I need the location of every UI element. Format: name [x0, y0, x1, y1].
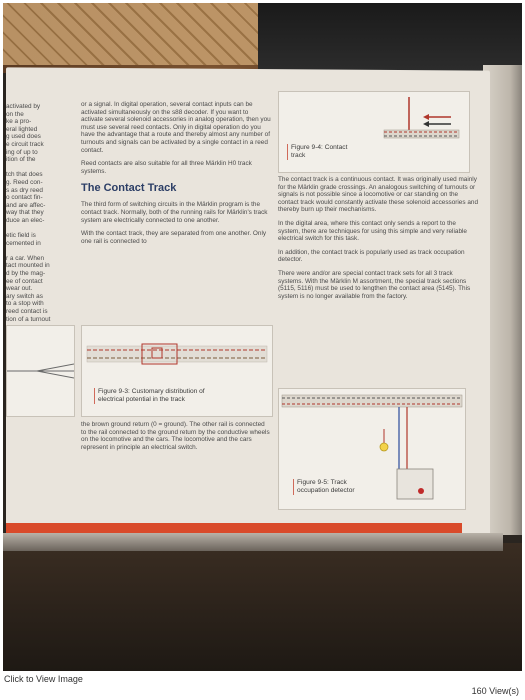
paragraph: In the digital area, where this contact only sends a report to the system, there are techniques for using this simple and very reliable electrical switch for this task. [278, 219, 467, 243]
figure-left-fragment [6, 325, 75, 417]
left-fragment-line: cemented in [6, 239, 41, 247]
contact-track-diagram [279, 92, 469, 172]
left-column-fragment [6, 103, 76, 323]
photo[interactable] [3, 3, 522, 671]
left-fragment-line [6, 225, 76, 233]
left-fragment-line: eral lighted [6, 125, 38, 133]
left-fragment-line: ing of up to [6, 148, 38, 156]
view-count: 160 View(s) [471, 686, 519, 696]
figure-9-4 [278, 91, 470, 173]
left-fragment-line: ary switch as [6, 292, 43, 300]
left-fragment-line: ition of the [6, 156, 36, 164]
section-heading: The Contact Track [81, 182, 177, 195]
dark-background [258, 3, 522, 71]
left-fragment-line [6, 164, 76, 172]
left-fragment-line: tion of a turnout [6, 315, 51, 323]
left-fragment-line: d by the mag- [6, 270, 46, 278]
table-bottom [3, 543, 522, 671]
paragraph: The third form of switching circuits in the Märklin program is the contact track. Normally, both of the running rails for Märklin's track system are electrically connected to one another. [81, 201, 268, 224]
left-fragment-line: ee of contact [6, 277, 43, 285]
paragraph: With the contact track, they are separated from one another. Only one rail is connected to [81, 230, 267, 245]
left-fragment-line: wear out. [6, 285, 33, 293]
paragraph: There were and/or are special contact track sets for all 3 track systems. With the Märklin M assortment, the special track sections (5115, 5116) must be used to lengthen the contact area (5145). This system is no longer available from the factory. [278, 269, 471, 300]
cutting-mat [3, 3, 273, 65]
left-fragment-line: to a stop with [6, 300, 44, 308]
paragraph: the brown ground return (0 = ground). The other rail is connected to the rail connected to the ground return by the conductive wheels on the locomotive and the cars. The locomotive and the cars represent in principle an electrical switch. [81, 421, 270, 451]
left-fragment-line: tch that does [6, 171, 43, 179]
left-fragment-line: ke a pro- [6, 118, 32, 126]
left-fragment-line: o contact fin- [6, 194, 43, 202]
left-fragment-line [6, 247, 76, 255]
left-fragment-line: on the [6, 110, 24, 118]
left-fragment-line: activated by [6, 103, 41, 110]
figure-caption: Figure 9-3: Customary distribution of electrical potential in the track [94, 388, 208, 404]
left-fragment-line: way that they [6, 209, 44, 217]
middle-column [81, 101, 271, 251]
middle-column-continued [81, 421, 271, 457]
figure-caption: Figure 9-5: Track occupation detector [293, 479, 377, 495]
left-fragment-line: tact mounted in [6, 262, 50, 270]
figure-9-3 [81, 325, 273, 417]
left-fragment-line: g. Reed con- [6, 178, 43, 186]
left-fragment-line: reed contact is [6, 308, 48, 316]
left-fragment-line: e circuit track [6, 140, 44, 148]
paragraph: or a signal. In digital operation, several contact inputs can be activated simultaneously on the s88 decoder. If you want to activate several solenoid accessories in analog operation, then you must use several reed contacts. Only in digital operation do you have the advantage that a route and thereby almost any number of turnouts and signals can be activated by a single contact in a reed contact. [81, 101, 271, 154]
paragraph: The contact track is a continuous contact. It was originally used mainly for the Märklin grade crossings. An analogous switching of turnouts or signals is not possible since a locomotive or car standing on the contact track would constantly activate these solenoid accessories and thereby burn up their mechanisms. [278, 176, 478, 214]
track-diagram-fragment [7, 326, 74, 416]
right-column [278, 176, 478, 306]
book-cover-edge [3, 533, 503, 551]
left-fragment-line: g used does [6, 133, 41, 141]
left-fragment-line: etic field is [6, 232, 36, 240]
left-fragment-line: and are affec- [6, 201, 46, 209]
left-fragment-line: r a car. When [6, 254, 45, 262]
track-diagram [82, 326, 272, 386]
paragraph: Reed contacts are also suitable for all three Märklin H0 track systems. [81, 160, 252, 175]
viewer-footer [0, 671, 525, 700]
click-to-view-link[interactable]: Click to View Image [4, 674, 83, 684]
left-fragment-line: s as dry reed [6, 186, 43, 194]
figure-caption: Figure 9-4: Contact track [287, 144, 351, 160]
paragraph: In addition, the contact track is popularly used as track occupation detector. [278, 248, 465, 264]
figure-9-5 [278, 388, 466, 510]
left-fragment-line: duce an elec- [6, 216, 45, 224]
